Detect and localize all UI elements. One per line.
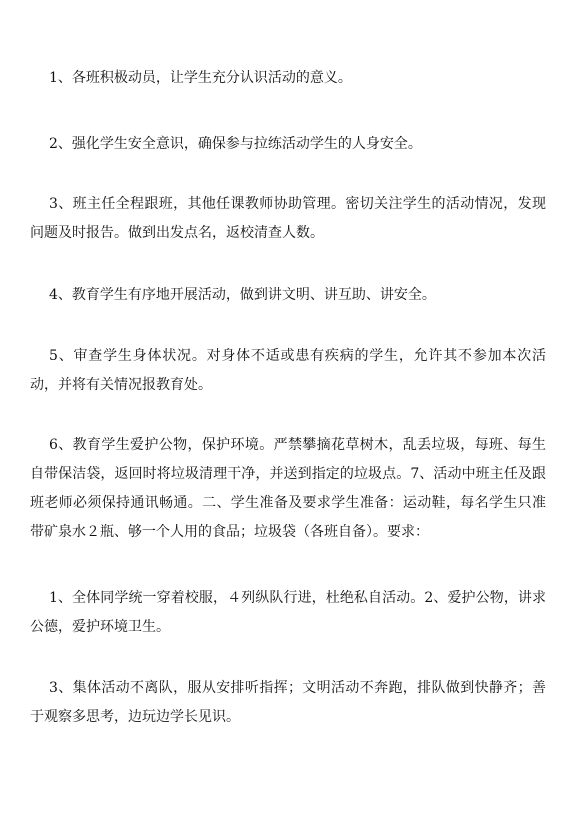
paragraph-7: 1、全体同学统一穿着校服，４列纵队行进，杜绝私自活动。2、爱护公物，讲求公德，爱护环境卫生。 [30,590,546,635]
paragraph-3: 3、班主任全程跟班，其他任课教师协助管理。密切关注学生的活动情况，发现问题及时报告。做到出发点名，返校清查人数。 [30,196,546,241]
paragraph-5: 5、审查学生身体状况。对身体不适或患有疾病的学生，允许其不参加本次活动，并将有关情况报教育处。 [30,348,546,393]
paragraph-1: 1、各班积极动员，让学生充分认识活动的意义。 [49,70,352,86]
paragraph-4: 4、教育学生有序地开展活动，做到讲文明、讲互助、讲安全。 [49,287,436,303]
paragraph-2: 2、强化学生安全意识，确保参与拉练活动学生的人身安全。 [49,136,422,152]
paragraph-6: 6、教育学生爱护公物，保护环境。严禁攀摘花草树木，乱丢垃圾，每班、每生自带保洁袋，返回时将垃圾清理干净，并送到指定的垃圾点。7、活动中班主任及跟班老师必须保持通讯畅通。二、学生准备及要求学生准备：运动鞋，每名学生只准带矿泉水２瓶、够一个人用的食品；垃圾袋（各班自备）。要求： [30,437,546,540]
paragraph-8: 3、集体活动不离队，服从安排听指挥；文明活动不奔跑，排队做到快静齐；善于观察多思考，边玩边学长见识。 [30,680,546,725]
